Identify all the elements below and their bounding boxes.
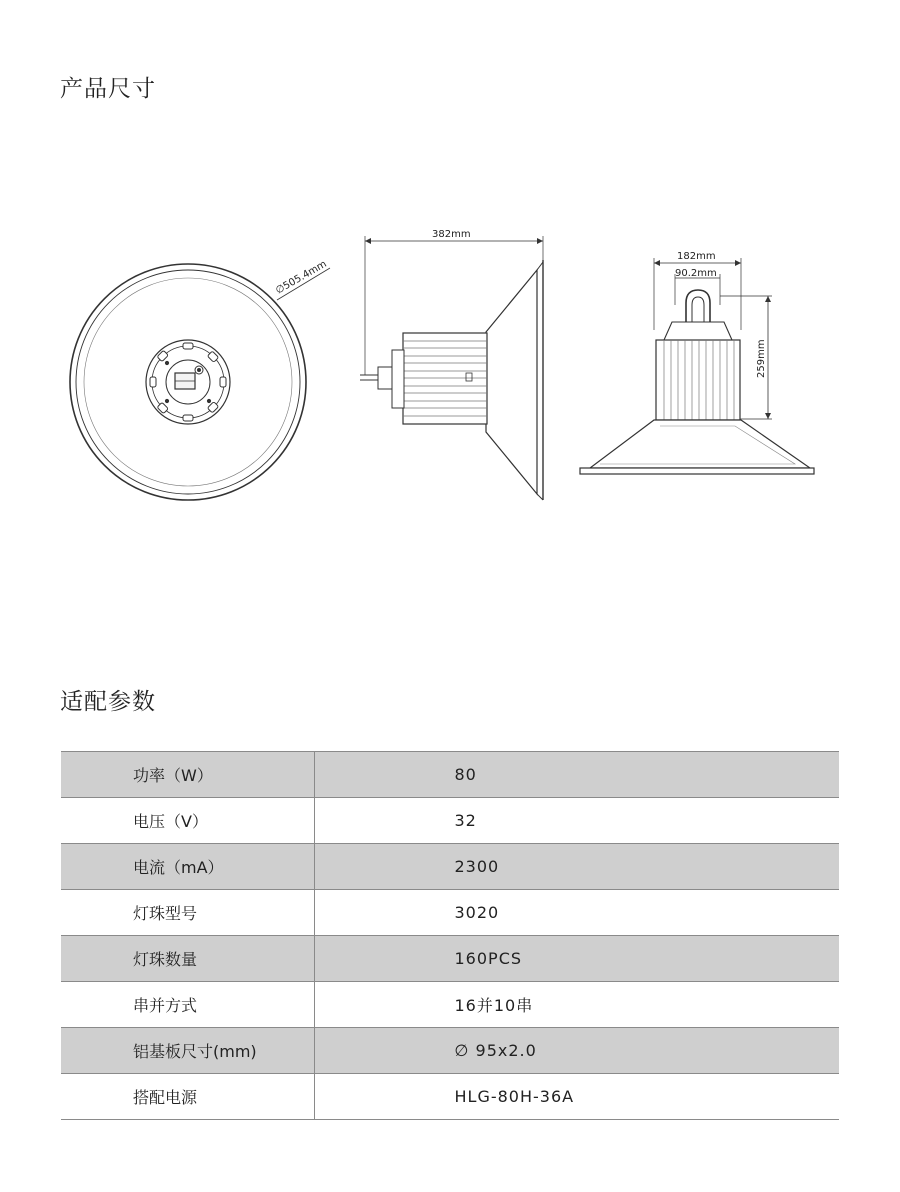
spec-value-wiring: 16并10串: [314, 982, 839, 1028]
height-dimension-label: 259mm: [756, 339, 767, 378]
spec-label-led-model: 灯珠型号: [61, 890, 314, 936]
spec-label-voltage: 电压（V）: [61, 798, 314, 844]
spec-value-current: 2300: [314, 844, 839, 890]
spec-label-wiring: 串并方式: [61, 982, 314, 1028]
spec-label-current: 电流（mA）: [61, 844, 314, 890]
spec-label-led-count: 灯珠数量: [61, 936, 314, 982]
product-dimension-drawings: [0, 200, 900, 520]
table-row: [61, 936, 839, 982]
neck-width-dimension-label: 90.2mm: [675, 268, 717, 279]
table-row: [61, 890, 839, 936]
spec-label-power: 功率（W）: [61, 752, 314, 798]
table-row: [61, 752, 839, 798]
table-row: [61, 1074, 839, 1120]
spec-value-board-size: ∅ 95x2.0: [314, 1028, 839, 1074]
spec-label-power-supply: 搭配电源: [61, 1074, 314, 1120]
profile-view-drawing: [580, 258, 814, 474]
spec-value-led-count: 160PCS: [314, 936, 839, 982]
front-view-drawing: [70, 264, 330, 500]
diameter-dimension-label: ∅505.4mm: [274, 258, 329, 297]
table-row: [61, 982, 839, 1028]
spec-label-board-size: 铝基板尺寸(mm): [61, 1028, 314, 1074]
spec-table: [61, 751, 839, 1120]
side-view-drawing: [360, 236, 543, 500]
spec-value-power-supply: HLG-80H-36A: [314, 1074, 839, 1120]
spec-value-voltage: 32: [314, 798, 839, 844]
table-row: [61, 844, 839, 890]
side-width-dimension-label: 382mm: [432, 229, 471, 240]
spec-value-power: 80: [314, 752, 839, 798]
params-section-title: 适配参数: [60, 689, 156, 715]
table-row: [61, 1028, 839, 1074]
dimensions-section-title: 产品尺寸: [60, 76, 156, 102]
top-width-dimension-label: 182mm: [677, 251, 716, 262]
spec-value-led-model: 3020: [314, 890, 839, 936]
table-row: [61, 798, 839, 844]
